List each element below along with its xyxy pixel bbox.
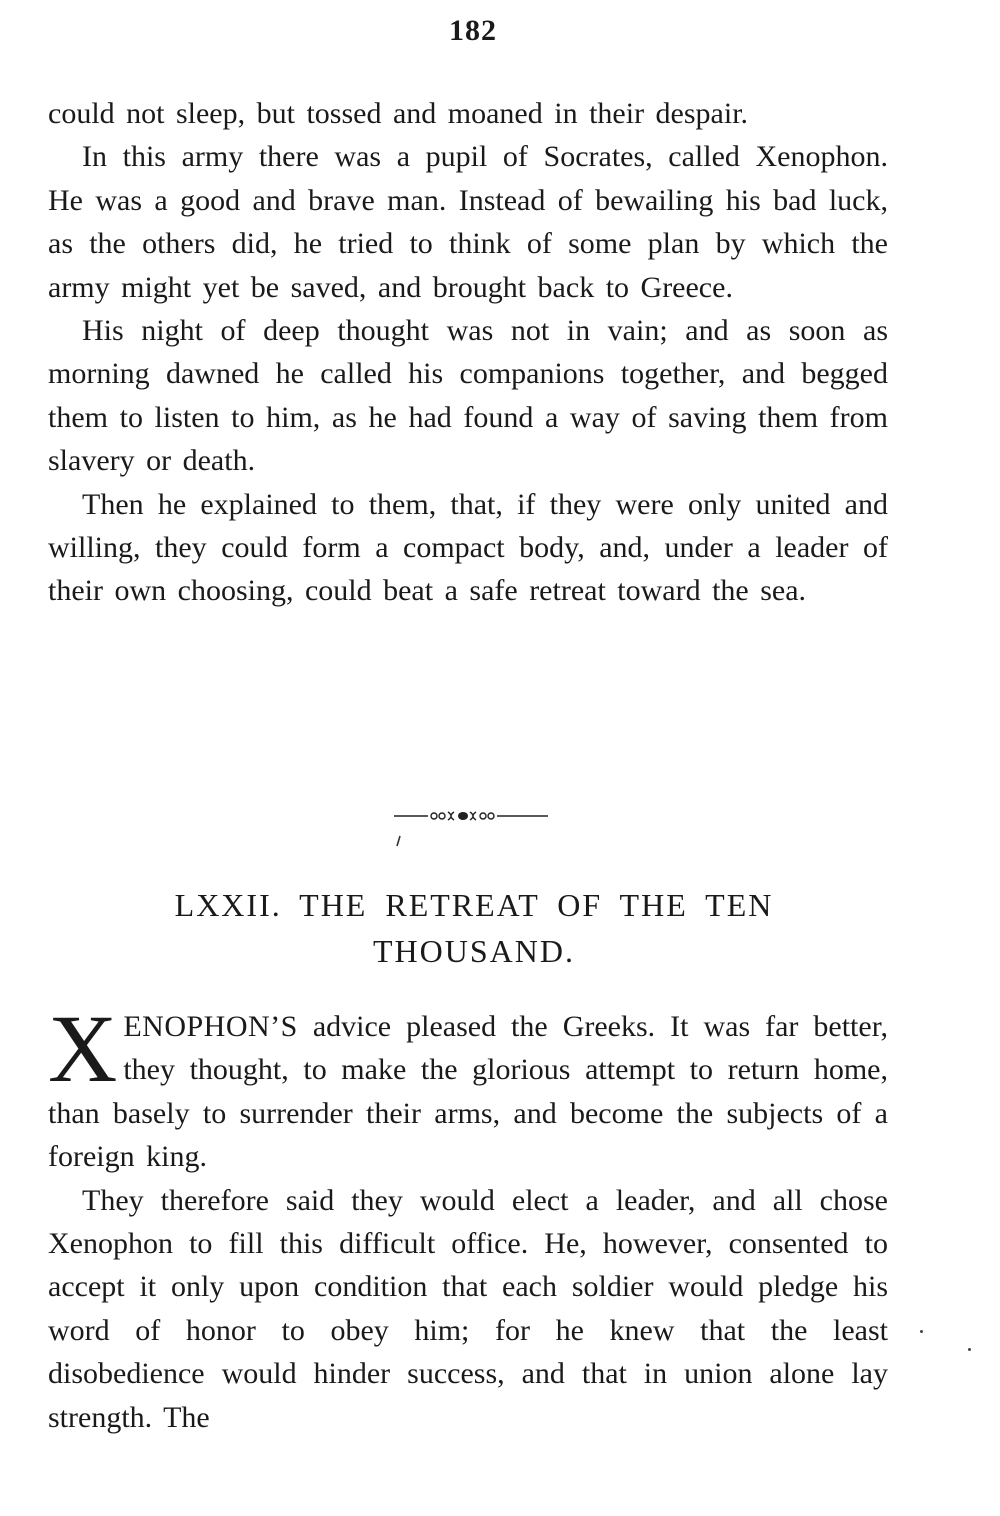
top-text-block	[48, 92, 888, 613]
paragraph-xenophon-intro: In this army there was a pupil of Socrates, called Xenophon. He was a good and brave man. Instead of bewailing his bad luck, as the others did, he tried to think of some plan by which the army might yet be saved, and brought back to Greece.	[48, 140, 888, 304]
paragraph-leader-election: They therefore said they would elect a leader, and all chose Xenophon to fill this difficult office. He, however, consented to accept it only upon condition that each soldier would pledge his word of honor to obey him; for he knew that the least disobedience would hinder success, and that in union alone lay strength. The	[48, 1183, 888, 1434]
bottom-text-block	[48, 995, 888, 1439]
paragraph-continuation: could not sleep, but tossed and moaned in their despair.	[48, 97, 749, 130]
opening-rest: advice pleased the Greeks. It was far better, they thought, to make the glorious attempt to return home, than basely to surrender their arms, and become the subjects of a foreign king.	[48, 1010, 888, 1174]
opening-capitalized-word: ENOPHON’S	[123, 1010, 298, 1043]
drop-cap-letter: X	[48, 995, 118, 1102]
chapter-title-line-2: THOUSAND.	[373, 933, 575, 969]
margin-speck	[920, 1330, 923, 1333]
section-divider-ornament	[376, 806, 556, 856]
chapter-title-line-1: LXXII. THE RETREAT OF THE TEN	[174, 887, 774, 923]
paragraph-explanation: Then he explained to them, that, if they were only united and willing, they could form a compact body, and, under a leader of their own choosing, could beat a safe retreat toward the sea.	[48, 487, 888, 608]
page-number: 182	[449, 14, 497, 47]
paragraph-opening	[48, 995, 888, 1179]
paragraph-night-thought: His night of deep thought was not in vain; and as soon as morning dawned he called his companions together, and begged them to listen to him, as he had found a way of saving them from slavery or death.	[48, 314, 888, 478]
chapter-title	[48, 882, 900, 974]
margin-speck	[968, 1348, 971, 1351]
